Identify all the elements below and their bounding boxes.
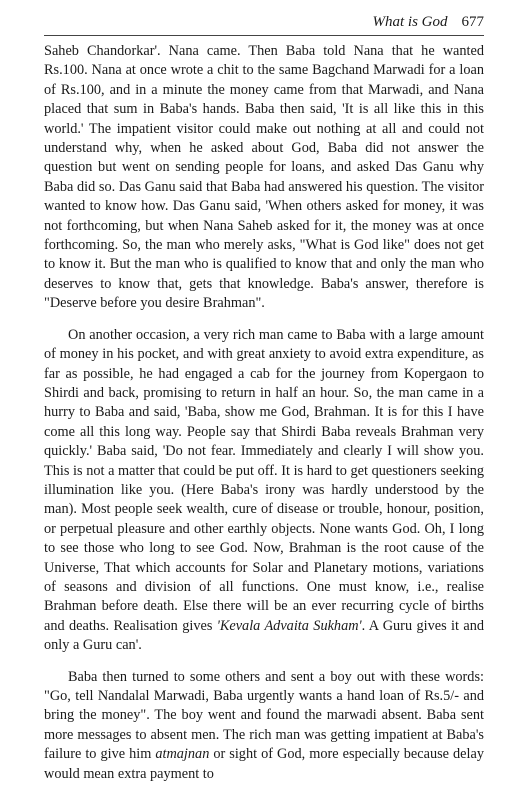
chapter-title: What is God [372,14,448,30]
page-number: 677 [461,14,484,30]
paragraph-text: . A Guru gives it and only a Guru can'. [44,617,484,654]
paragraph-text: Saheb Chandorkar'. Nana came. Then Baba told Nana that he wanted Rs.100. Nana at once wrote a chit to the same Bagchand Marwadi for a loan of Rs.100, and in a minute the money came from that Marwadi, and Nana placed that sum in Baba's hands. Baba then said, 'It is all like this in this world.' The impatient visitor could make out nothing at all and could not understand why, when he asked about God, Baba did not answer the question but went on sending people for loans, and asked Das Ganu why Baba did so. Das Ganu said that Baba had answered his question. The visitor wanted to know how. Das Ganu said, 'When others asked for money, it was not forthcoming, but when Nana Saheb asked for it, the money was at once forthcoming. So, the man who merely asks, "What is God like" does not get to know it. But the man who is qualified to know that and only the man who deserves to know that, gets that knowledge. Baba's answer, therefore is "Deserve before you desire Brahman". [44,43,484,312]
paragraph-2 [44,326,484,656]
paragraph-text: On another occasion, a very rich man came to Baba with a large amount of money in his pocket, and with great anxiety to avoid extra expenditure, as far as possible, he had engaged a cab for the journey from Kopergaon to Shirdi and back, promising to return in half an hour. So, the man came in a hurry to Baba and said, 'Baba, show me God, Brahman. It is for this I have come all this long way. People say that Shirdi Baba reveals Brahman very quickly.' Baba said, 'Do not fear. Immediately and clearly I will show you. This is not a matter that could be put off. It is hard to get questioners seeking illumination like you. (Here Baba's irony was hardly understood by the man). Most people seek wealth, cure of disease or trouble, honour, position, or perpetual pleasure and other earthly objects. None wants God. Oh, I long to see those who long to see God. Now, Brahman is the root cause of the Universe, That which accounts for Solar and Planetary motions, variations of seasons and division of all functions. One must know, i.e., realise Brahman before death. Else there will be an ever recurring cycle of births and deaths. Realisation gives [44,326,484,634]
running-head [44,14,484,36]
emphasized-term: atmajnan [155,746,210,763]
paragraph-text: Baba then turned to some others and sent a boy out with these words: "Go, tell Nandalal Marwadi, Baba urgently wants a hand loan of Rs.5/- and bring the money". The boy went and found the marwadi absent. Baba sent more messages to absent men. The rich man was getting impatient at Baba's failure to give him [44,668,484,763]
paragraph-text: or sight of God, more especially because delay would mean extra payment to [44,746,484,782]
emphasized-term: 'Kevala Advaita Sukham' [216,617,362,634]
paragraph-1 [44,42,484,314]
book-page [44,14,484,784]
paragraph-3 [44,668,484,784]
